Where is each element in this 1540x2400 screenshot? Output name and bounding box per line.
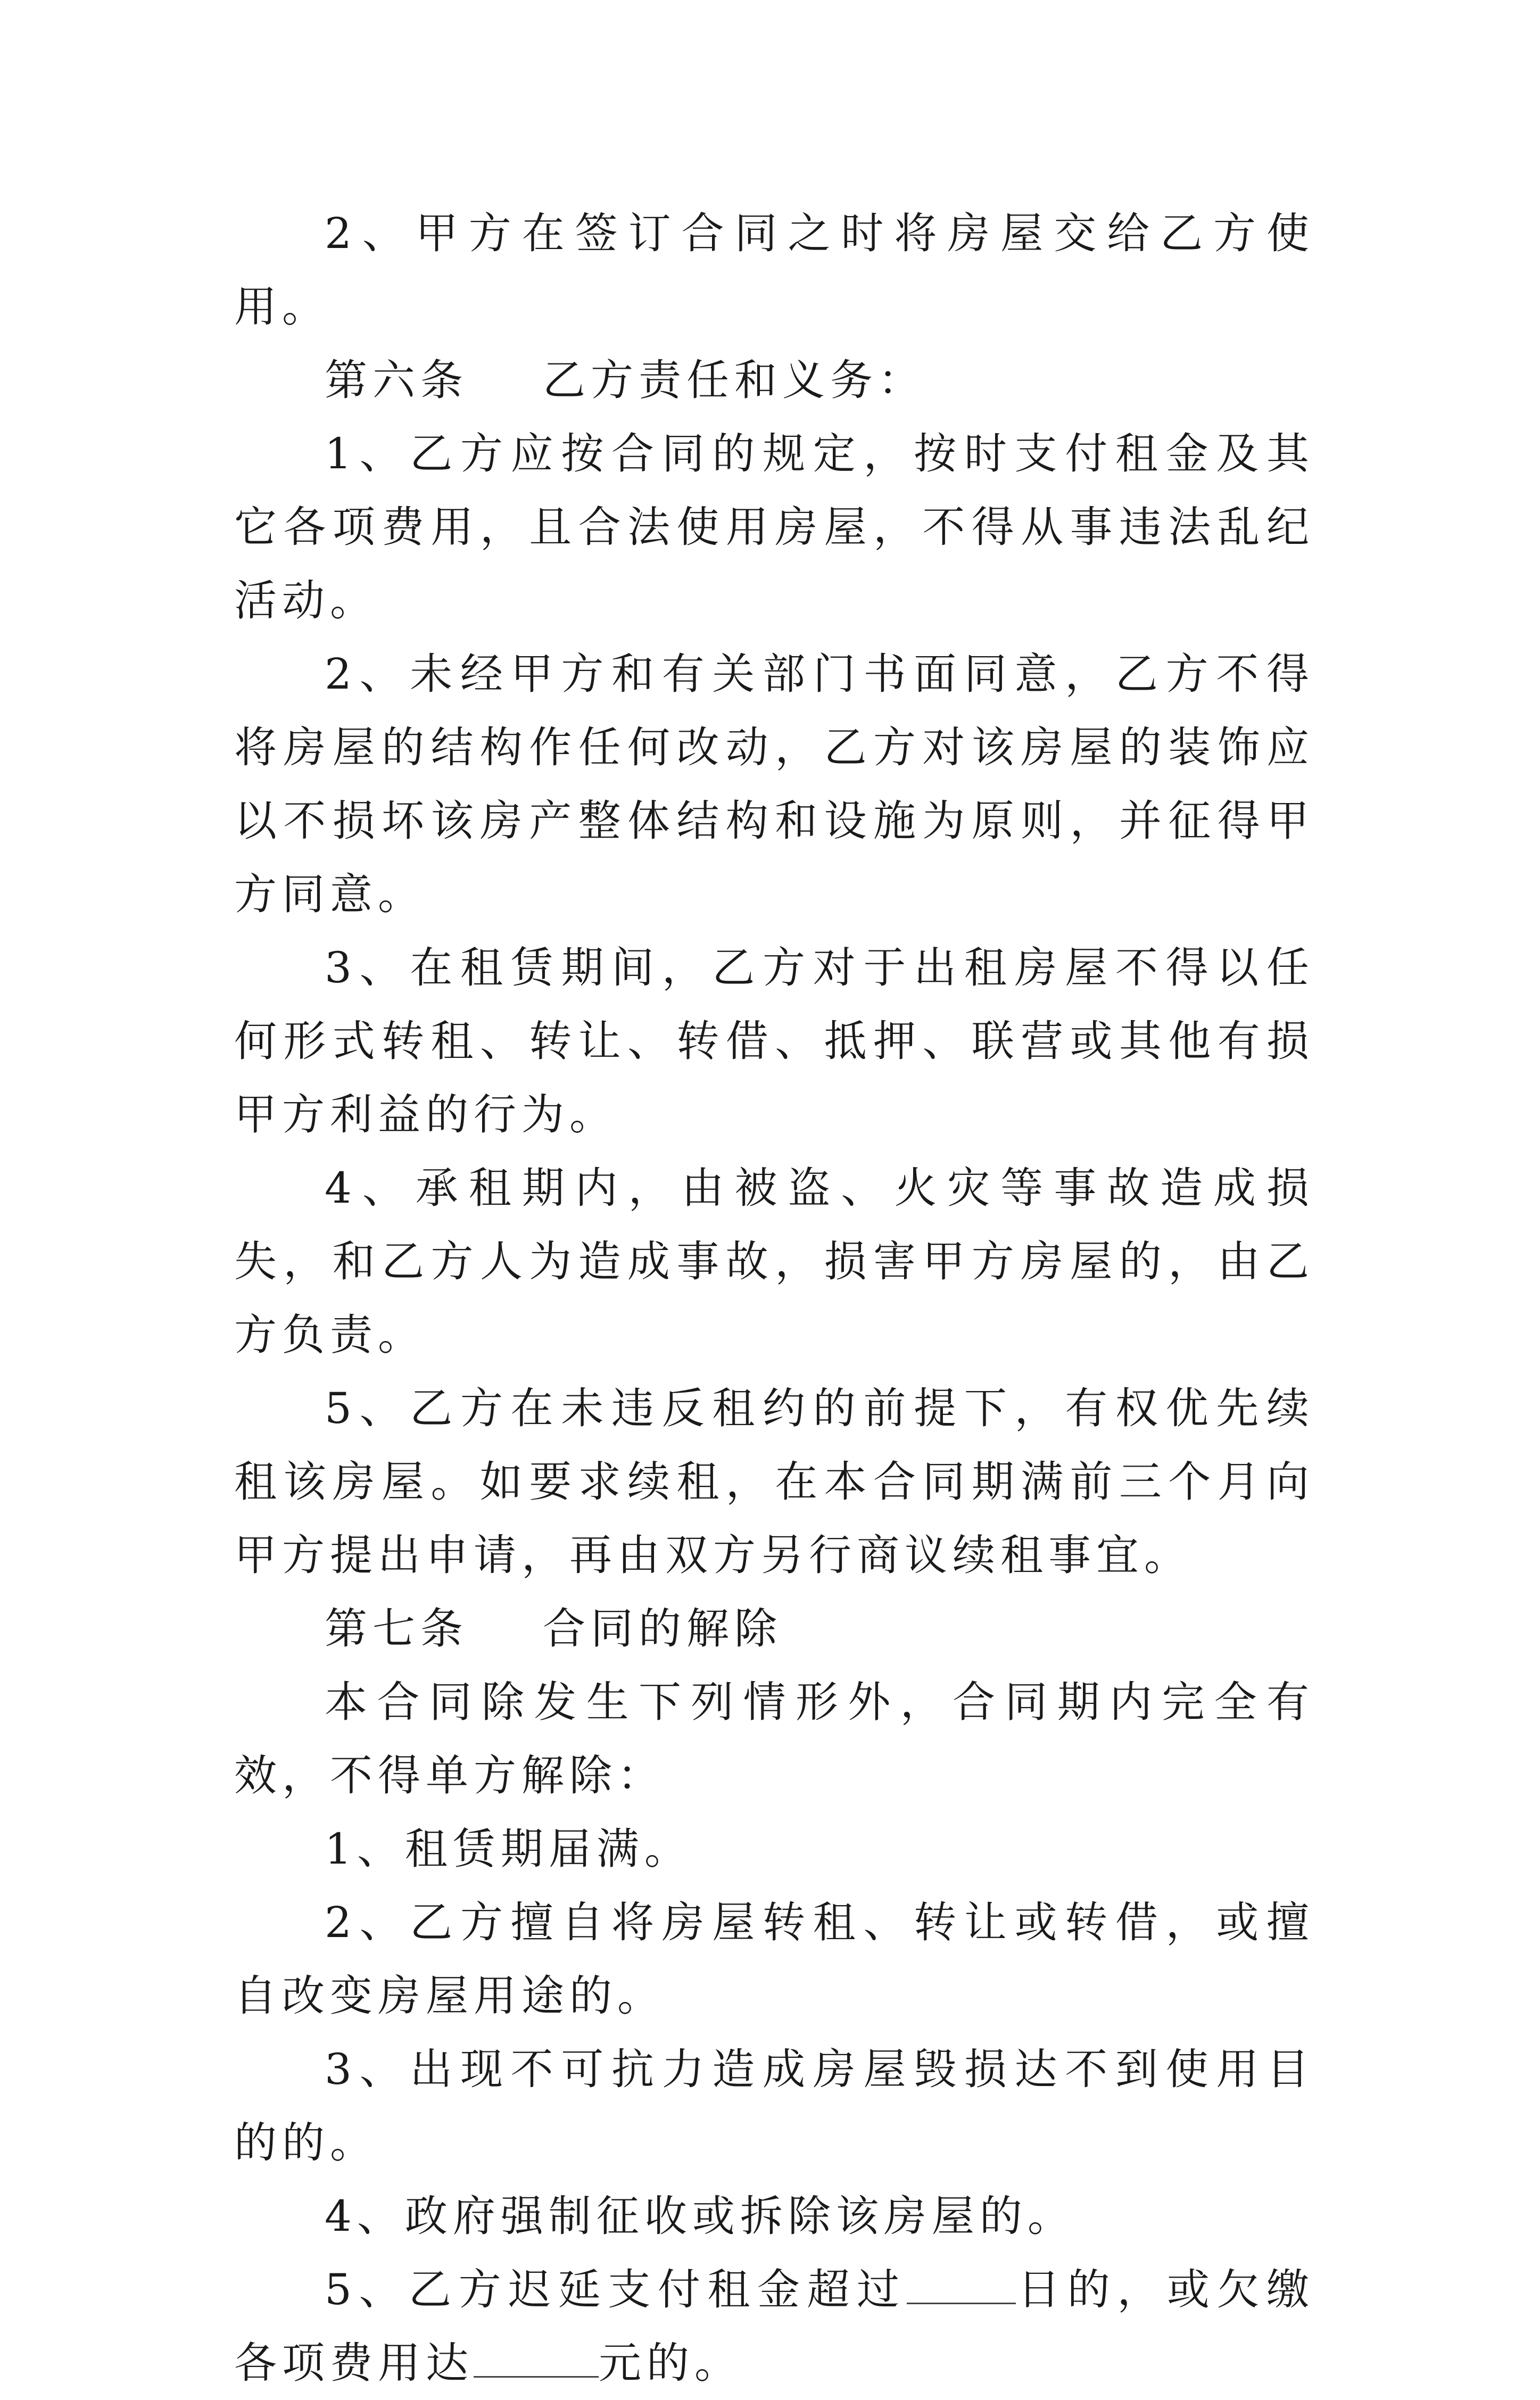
paragraph-no-alteration: 2、未经甲方和有关部门书面同意，乙方不得将房屋的结构作任何改动，乙方对该房屋的装饰应以不损坏该房产整体结构和设施为原则，并征得甲方同意。 — [234, 649, 1314, 919]
paragraph-force-majeure: 3、出现不可抗力造成房屋毁损达不到使用目的的。 — [234, 2045, 1314, 2167]
article-six-heading — [234, 344, 1314, 417]
paragraph-term-expiry: 1、租赁期届满。 — [325, 1824, 692, 1874]
paragraph-government-expropriation: 4、政府强制征收或拆除该房屋的。 — [325, 2191, 1075, 2241]
paragraph-liability: 4、承租期内，由被盗、火灾等事故造成损失，和乙方人为造成事故，损害甲方房屋的，由乙方负责。 — [234, 1163, 1314, 1360]
amount-blank-line — [474, 2339, 599, 2378]
late-payment-text-c: 元的。 — [599, 2338, 742, 2388]
late-payment-text-a: 5、乙方迟延支付租金超过 — [325, 2265, 907, 2314]
contract-body — [234, 197, 1314, 2400]
paragraph-handover: 2、甲方在签订合同之时将房屋交给乙方使用。 — [234, 209, 1314, 332]
late-payment-text-b: 日的，或欠缴各项费用达 — [234, 2265, 1315, 2388]
article-six-number: 第六条 — [325, 355, 468, 405]
article-six-title: 乙方责任和义务： — [543, 355, 926, 405]
paragraph-no-sublet: 3、在租赁期间，乙方对于出租房屋不得以任何形式转租、转让、转借、抵押、联营或其他有损甲方利益的行为。 — [234, 943, 1314, 1139]
days-blank-line — [907, 2265, 1016, 2304]
paragraph-pay-rent: 1、乙方应按合同的规定，按时支付租金及其它各项费用，且合法使用房屋，不得从事违法乱纪活动。 — [234, 429, 1314, 625]
article-seven-heading — [234, 1592, 1314, 1666]
article-seven-number: 第七条 — [325, 1604, 468, 1653]
article-seven-title: 合同的解除 — [543, 1604, 782, 1653]
paragraph-unauthorized-sublet: 2、乙方擅自将房屋转租、转让或转借，或擅自改变房屋用途的。 — [234, 1898, 1314, 2021]
paragraph-termination-intro: 本合同除发生下列情形外，合同期内完全有效，不得单方解除： — [234, 1677, 1314, 1800]
paragraph-renewal: 5、乙方在未违反租约的前提下，有权优先续租该房屋。如要求续租，在本合同期满前三个月向甲方提出申请，再由双方另行商议续租事宜。 — [234, 1384, 1314, 1580]
paragraph-late-payment — [234, 2253, 1314, 2400]
